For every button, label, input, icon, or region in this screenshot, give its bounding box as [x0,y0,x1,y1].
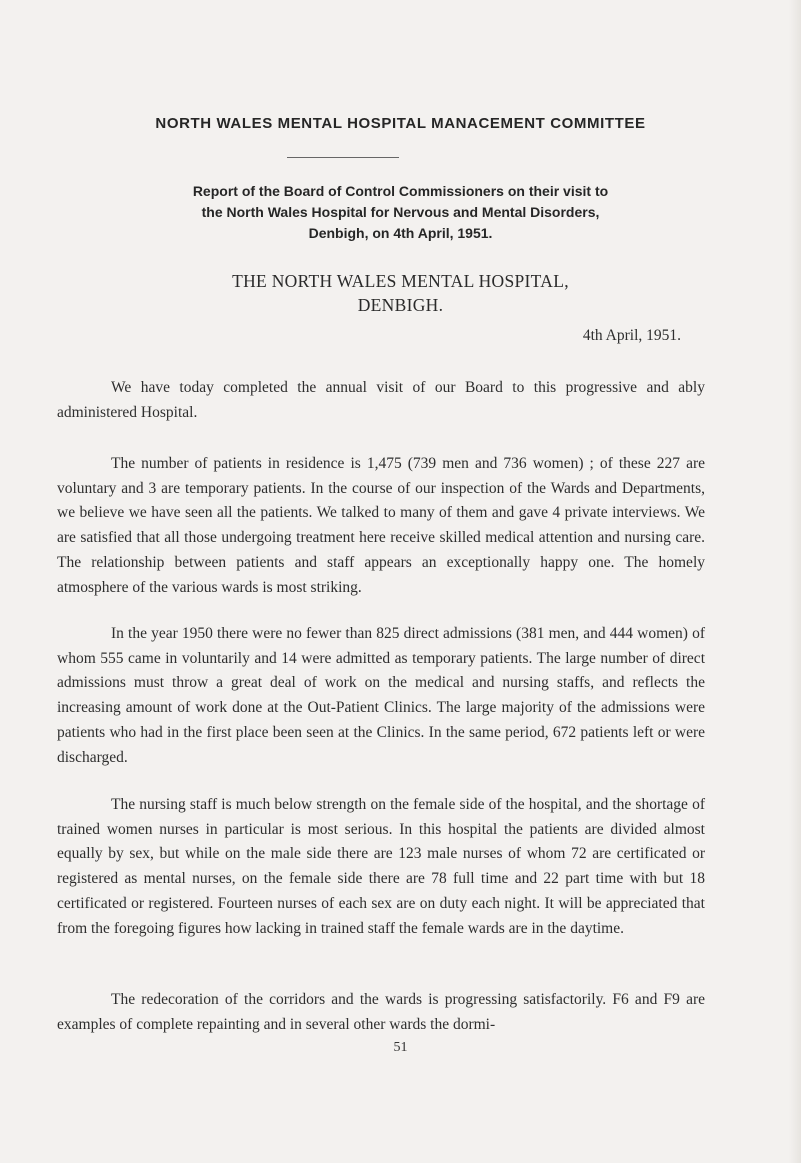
page-edge-shadow [789,0,801,1163]
hospital-name [0,269,801,317]
hospital-name-line: DENBIGH. [357,295,444,315]
body-paragraph: In the year 1950 there were no fewer than 825 direct admissions (381 men, and 444 women) of whom 555 came in voluntarily and 14 were admitted as temporary patients. The large number of direct admissions must throw a great deal of work on the medical and nursing staffs, and reflects the increasing amount of work done at the Out-Patient Clinics. The large majority of the admissions were patients who had in the first place been seen at the Clinics. In the same period, 672 patients left or were discharged. [57,625,705,766]
letter-date: 4th April, 1951. [582,327,681,344]
hospital-name-line: THE NORTH WALES MENTAL HOSPITAL, [232,271,569,291]
report-title-line: the North Wales Hospital for Nervous and Mental Disorders, [201,204,600,220]
body-paragraph: The number of patients in residence is 1,475 (739 men and 736 women) ; of these 227 are voluntary and 3 are temporary patients. In the course of our inspection of the Wards and Departments, we believe we have seen all the patients. We talked to many of them and gave 4 private interviews. We are satisfied that all those undergoing treatment here receive skilled medical attention and nursing care. The relationship between patients and staff appears an exceptionally happy one. The homely atmosphere of the various wards is most striking. [57,455,705,596]
page-number: 51 [393,1040,408,1055]
body-paragraph: We have today completed the annual visit of our Board to this progressive and ably administered Hospital. [57,379,705,421]
body-paragraph: The nursing staff is much below strength on the female side of the hospital, and the shortage of trained women nurses in particular is most serious. In this hospital the patients are divided almost equally by sex, but while on the male side there are 123 male nurses of whom 72 are certificated or registered as mental nurses, on the female side there are 78 full time and 22 part time with but 18 certificated or registered. Fourteen nurses of each sex are on duty each night. It will be appreciated that from the foregoing figures how lacking in trained staff the female wards are in the daytime. [57,796,705,937]
heading-divider [287,157,399,158]
committee-heading: NORTH WALES MENTAL HOSPITAL MANACEMENT COMMITTEE [155,115,646,132]
body-paragraph: The redecoration of the corridors and the wards is progressing satisfactorily. F6 and F9 are examples of complete repainting and in several other wards the dormi- [57,991,705,1033]
report-title-line: Denbigh, on 4th April, 1951. [308,225,493,241]
report-title-line: Report of the Board of Control Commissioners on their visit to [192,183,609,199]
report-title [0,181,801,244]
